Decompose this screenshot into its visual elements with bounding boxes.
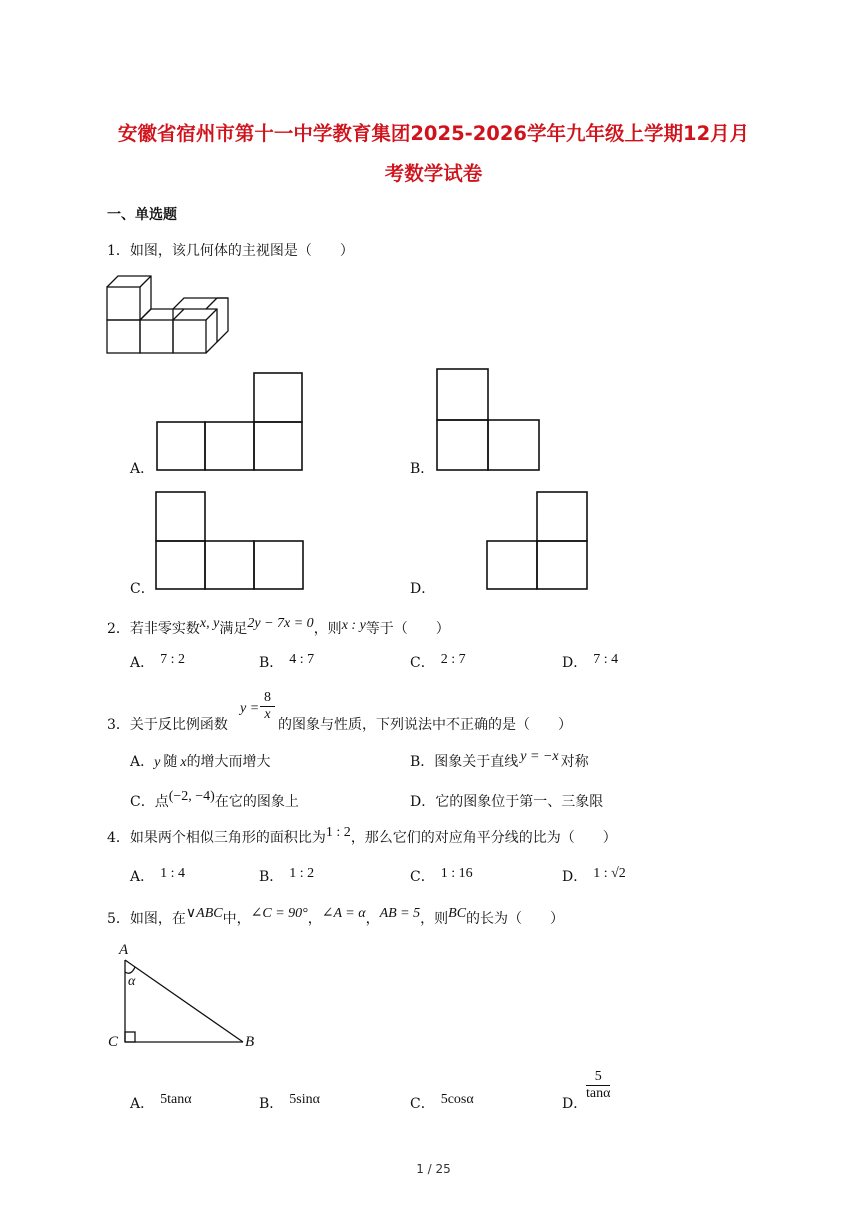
doc-title-line2: 考数学试卷 (384, 162, 483, 185)
q2-vars: x, y (199, 616, 220, 631)
q2-option-d[interactable]: D． 7 : 4 (562, 652, 619, 671)
q2-num: 2．若非零实数 (107, 621, 200, 637)
q2-equation: 2y − 7x = 0 (247, 616, 314, 631)
q4-option-d[interactable]: D． 1 : √2 (562, 866, 626, 885)
q5-label-alpha: α (128, 974, 136, 989)
q4-option-b[interactable]: B． 1 : 2 (259, 866, 315, 885)
q3-stem-num: 3．关于反比例函数 (107, 717, 228, 733)
q3-option-d[interactable]: D．它的图象位于第一、三象限 (410, 794, 604, 810)
q5-label-c: C (108, 1034, 119, 1050)
q3-stem-end: 的图象与性质，下列说法中不正确的是（ ） (278, 717, 572, 733)
q5-option-c[interactable]: C． 5cosα (410, 1092, 474, 1112)
q2-option-c-value: 2 : 7 (440, 652, 466, 667)
q3-func-num: 8 (260, 690, 275, 707)
q5-option-d-den: tanα (586, 1086, 611, 1101)
q1-option-c[interactable]: C． (130, 581, 155, 597)
q5-option-d-fraction (586, 1069, 610, 1102)
q3-option-a[interactable]: A．y 随 x的增大而增大 (130, 754, 271, 770)
q5-option-d-num: 5 (586, 1069, 610, 1086)
q5-bc: BC (448, 906, 467, 921)
q2-option-b-value: 4 : 7 (289, 652, 315, 667)
doc-title-line1: 安徽省宿州市第十一中学教育集团2025-2026学年九年级上学期12月月 (117, 122, 750, 145)
q4-stem: 4．如果两个相似三角形的面积比为1 : 2，那么它们的对应角平分线的比为（ ） (107, 825, 617, 846)
q2-ratio: x : y (341, 618, 366, 633)
q1-option-a[interactable]: A． (130, 461, 155, 477)
q5-cond-c: ∠C = 90° (250, 906, 308, 921)
q2-option-b[interactable]: B． 4 : 7 (259, 652, 315, 671)
q2-option-d-value: 7 : 4 (593, 652, 619, 667)
q5-option-b[interactable]: B． 5sinα (259, 1092, 320, 1112)
q3-option-b[interactable]: B．图象关于直线 y = −x 对称 (410, 749, 589, 770)
q2-end: 等于（ ） (365, 621, 450, 637)
section-heading: 一、单选题 (107, 207, 177, 223)
q1-option-b[interactable]: B． (410, 461, 435, 477)
q2-option-a[interactable]: A． 7 : 2 (130, 652, 186, 671)
q2-then: ，则 (313, 621, 342, 637)
q1-option-d[interactable]: D． (410, 581, 436, 597)
q2-option-a-value: 7 : 2 (160, 652, 186, 667)
q5-option-a[interactable]: A． 5tanα (130, 1092, 192, 1112)
q5-label-a: A (119, 942, 129, 958)
q5-label-b: B (245, 1034, 255, 1050)
q5-triangle: ∨ABC (185, 906, 223, 921)
q1-stem: 1．如图，该几何体的主视图是（ ） (107, 243, 354, 259)
q3-func-den: x (264, 707, 271, 722)
q3-func-lhs: y = (240, 701, 260, 716)
q5-cond-ab: AB = 5 (379, 906, 421, 921)
q2-mid: 满足 (219, 621, 248, 637)
q3-option-c[interactable]: C．点(−2, −4)在它的图象上 (130, 789, 299, 810)
q4-ratio: 1 : 2 (325, 825, 351, 840)
q5-cond-a: ∠A = α (321, 906, 366, 921)
page-number: 1 / 25 (416, 1162, 451, 1176)
q5-option-d[interactable]: D． (562, 1096, 588, 1112)
q4-option-a[interactable]: A． 1 : 4 (130, 866, 186, 885)
q2-option-c[interactable]: C． 2 : 7 (410, 652, 466, 671)
q5-stem: 5．如图，在∨ABC中，∠C = 90°，∠A = α，AB = 5，则BC的长为（ ） (107, 906, 565, 927)
q4-option-c[interactable]: C． 1 : 16 (410, 866, 473, 885)
